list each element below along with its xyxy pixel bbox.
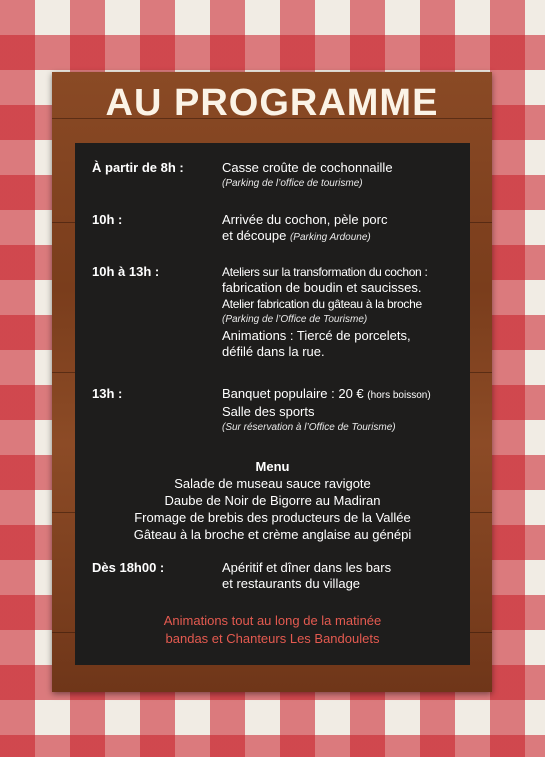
schedule-line: Ateliers sur la transformation du cochon :: [222, 265, 428, 279]
schedule-content: [222, 160, 472, 192]
schedule-line: fabrication de boudin et saucisses.: [222, 280, 422, 295]
schedule-time: Dès 18h00 :: [92, 560, 165, 575]
menu-item: Daube de Noir de Bigorre au Madiran: [164, 493, 381, 508]
menu-item: Gâteau à la broche et crème anglaise au génépi: [133, 527, 412, 542]
schedule-line: Banquet populaire : 20 €: [222, 386, 364, 401]
schedule-content: [222, 264, 472, 360]
schedule-content: [222, 212, 472, 246]
schedule-line: et découpe: [222, 228, 287, 243]
schedule-line: et restaurants du village: [222, 576, 361, 591]
animations-line: bandas et Chanteurs Les Bandoulets: [165, 631, 380, 646]
schedule-line: Salle des sports: [222, 404, 315, 419]
schedule-line-with-price: [222, 386, 472, 404]
menu-section: [75, 458, 470, 543]
location-note: (Sur réservation à l’Office de Tourisme): [222, 422, 396, 433]
location-note: (Parking de l’office de tourisme): [222, 178, 363, 189]
schedule-line: Casse croûte de cochonnaille: [222, 160, 393, 175]
schedule-line: Arrivée du cochon, pèle porc: [222, 212, 388, 227]
schedule-line: Animations : Tiercé de porcelets,: [222, 328, 411, 343]
schedule-content: [222, 560, 472, 592]
schedule-line-with-note: [222, 228, 472, 246]
location-note: (Parking de l’Office de Tourisme): [222, 314, 368, 325]
schedule-line: Apéritif et dîner dans les bars: [222, 560, 392, 575]
animations-line: Animations tout au long de la matinée: [163, 613, 382, 628]
animations-note: [75, 612, 470, 648]
schedule-time: 13h :: [92, 386, 123, 401]
location-note: (Parking Ardoune): [289, 232, 371, 243]
schedule-content: [222, 386, 472, 436]
schedule-time: 10h à 13h :: [92, 264, 160, 279]
menu-item: Fromage de brebis des producteurs de la Vallée: [134, 510, 411, 525]
page-title: AU PROGRAMME: [105, 82, 439, 124]
schedule-time: À partir de 8h :: [92, 160, 184, 175]
menu-title: Menu: [255, 459, 290, 474]
schedule-line: défilé dans la rue.: [222, 344, 325, 359]
schedule-line: Atelier fabrication du gâteau à la broche: [222, 297, 422, 311]
menu-item: Salade de museau sauce ravigote: [174, 476, 371, 491]
schedule-time: 10h :: [92, 212, 123, 227]
price-note: (hors boisson): [367, 390, 431, 401]
